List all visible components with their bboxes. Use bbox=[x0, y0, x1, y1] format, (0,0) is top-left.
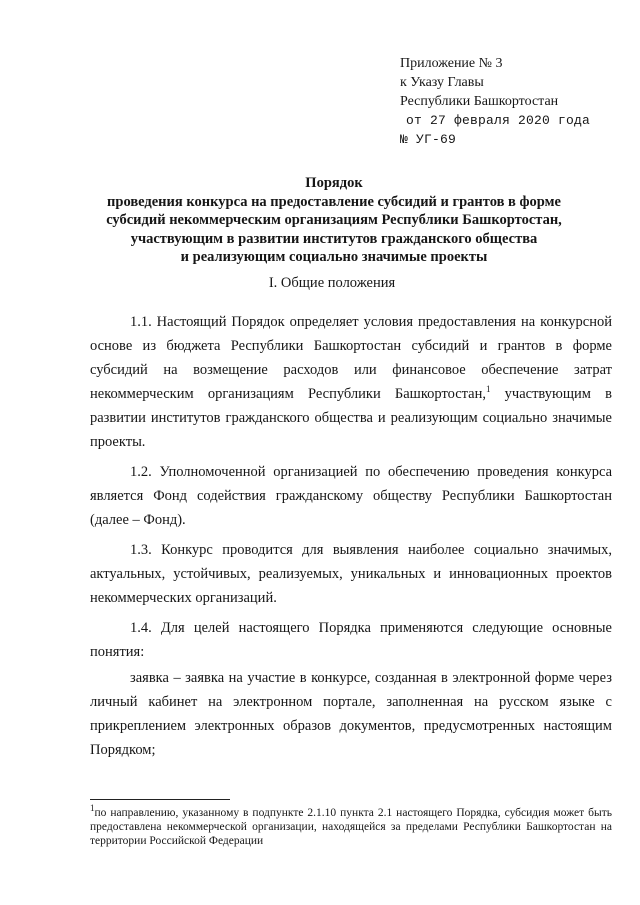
footnote-reference: 1 bbox=[485, 384, 491, 395]
appendix-header bbox=[400, 54, 590, 149]
definition-application: заявка – заявка на участие в конкурсе, созданная в электронной форме через личный кабинет на электронном портале, заполненная на русском языке с прикреплением электронных образов документов, предусмотренных настоящим Порядком; bbox=[90, 670, 612, 758]
appendix-number: Приложение № 3 bbox=[400, 56, 503, 71]
paragraph-text: участвующим в развитии институтов гражданского общества и реализующим социально значимые проекты. bbox=[90, 386, 612, 450]
footnote-mark: 1 bbox=[90, 803, 95, 814]
footnote-divider bbox=[90, 799, 230, 800]
republic-name: Республики Башкортостан bbox=[400, 94, 559, 109]
decree-reference: к Указу Главы bbox=[400, 75, 484, 90]
paragraph-1-4: 1.4. Для целей настоящего Порядка применяются следующие основные понятия: bbox=[90, 620, 612, 660]
document-body bbox=[90, 310, 612, 768]
footnote bbox=[90, 803, 612, 848]
paragraph-text: 1.1. Настоящий Порядок определяет условия предоставления на конкурсной основе из бюджета Республики Башкортостан субсидий и грантов в форме субсидий на возмещение расходов или финансовое обеспечение затрат некоммерческим организациям Республики Башкортостан, bbox=[90, 314, 612, 402]
paragraph-1-1 bbox=[90, 310, 612, 454]
title-line: и реализующим социально значимые проекты bbox=[180, 249, 488, 265]
title-line: Порядок bbox=[305, 175, 363, 191]
paragraph-1-3: 1.3. Конкурс проводится для выявления наиболее социально значимых, актуальных, устойчивых, реализуемых, уникальных и инновационных проектов некоммерческих организаций. bbox=[90, 542, 612, 606]
title-line: участвующим в развитии институтов гражданского общества bbox=[130, 230, 538, 247]
section-heading: I. Общие положения bbox=[268, 275, 396, 291]
title-line: проведения конкурса на предоставление субсидий и грантов в форме bbox=[107, 193, 561, 210]
paragraph-1-2: 1.2. Уполномоченной организацией по обеспечению проведения конкурса является Фонд содействия гражданскому обществу Республики Башкортостан (далее – Фонд). bbox=[90, 464, 612, 528]
decree-number: № УГ-69 bbox=[400, 132, 457, 147]
document-title bbox=[60, 174, 608, 267]
footnote-text: по направлению, указанному в подпункте 2.1.10 пункта 2.1 настоящего Порядка, субсидия может быть предоставлена некоммерческой организации, находящейся за пределами Республики Башкортостан на территории Российской Федерации bbox=[90, 807, 612, 847]
title-line: субсидий некоммерческим организациям Республики Башкортостан, bbox=[106, 212, 562, 228]
decree-date: от 27 февраля 2020 года bbox=[406, 113, 591, 128]
